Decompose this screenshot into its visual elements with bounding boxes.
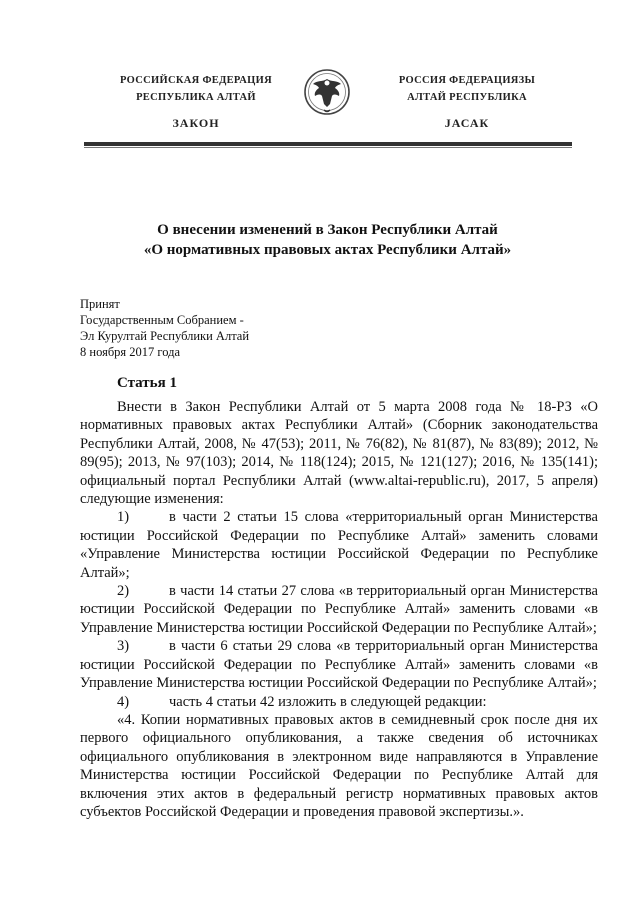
adoption-line3: Эл Курултай Республики Алтай	[80, 329, 250, 343]
list-item-number: 2)	[117, 583, 130, 600]
header-right-line1: РОССИЯ ФЕДЕРАЦИЯЗЫ	[398, 75, 536, 86]
header-left-line1: РОССИЙСКАЯ ФЕДЕРАЦИЯ	[120, 75, 272, 86]
adoption-info	[80, 296, 249, 360]
law-title	[80, 220, 575, 260]
list-item-text: в части 14 статьи 27 слова «в территориальный орган Министерства юстиции Российской Федерации по Республике Алтай» заменить словами «в Управление Министерства юстиции Российской Федерации по Республике Алтай»;	[80, 583, 598, 636]
list-item-text: в части 6 статьи 29 слова «в территориальный орган Министерства юстиции Российской Федерации по Республике Алтай» заменить словами «в Управление Министерства юстиции Российской Федерации по Республике Алтай»;	[80, 638, 598, 692]
adoption-line1: Принят	[80, 297, 120, 311]
list-item-text: часть 4 статьи 42 изложить в следующей редакции:	[169, 693, 487, 710]
law-title-line1: О внесении изменений в Закон Республики Алтай	[157, 222, 498, 238]
list-item	[80, 582, 598, 637]
list-item	[80, 693, 598, 711]
header-divider-thin	[84, 147, 572, 148]
header-left-line2: РЕСПУБЛИКА АЛТАЙ	[136, 92, 256, 103]
list-item-number: 3)	[117, 638, 130, 655]
list-item-number: 1)	[117, 509, 130, 526]
list-item-number: 4)	[117, 693, 130, 710]
law-title-line2: «О нормативных правовых актах Республики Алтай»	[143, 242, 512, 258]
header-right-doc-type: ЈАСАК	[444, 116, 490, 130]
list-item	[80, 637, 598, 692]
header-left-doc-type: ЗАКОН	[172, 116, 220, 130]
article-title: Статья 1	[117, 375, 177, 391]
header-right-line2: АЛТАЙ РЕСПУБЛИКА	[407, 92, 527, 103]
quoted-amendment: «4. Копии нормативных правовых актов в семидневный срок после дня их первого официального опубликования, а также сведения об источниках официального опубликования в электронном виде направляются в Управление Министерства юстиции Российской Федерации по Республике Алтай для включения этих актов в федеральный регистр нормативных правовых актов субъектов Российской Федерации и проведения правовой экспертизы.».	[80, 711, 598, 820]
list-item-text: в части 2 статьи 15 слова «территориальный орган Министерства юстиции Российской Федерации по Республике Алтай» заменить словами «Управление Министерства юстиции Российской Федерации по Республике Алтай»;	[80, 509, 598, 581]
list-item	[80, 508, 598, 582]
article-intro: Внести в Закон Республики Алтай от 5 марта 2008 года № 18-РЗ «О нормативных правовых актах Республики Алтай» (Сборник законодательства Республики Алтай, 2008, № 47(53); 2011, № 76(82), № 81(87), № 83(89); 2012, № 89(95); 2013, № 97(103); 2014, № 118(124); 2015, № 121(127); 2016, № 135(141); официальный портал Республики Алтай (www.altai-republic.ru), 2017, 5 апреля) следующие изменения:	[80, 399, 598, 508]
adoption-line2: Государственным Собранием -	[80, 313, 244, 327]
coat-of-arms-emblem	[302, 66, 352, 120]
header-divider	[84, 142, 572, 146]
adoption-date: 8 ноября 2017 года	[80, 345, 181, 359]
article-body	[80, 398, 598, 821]
